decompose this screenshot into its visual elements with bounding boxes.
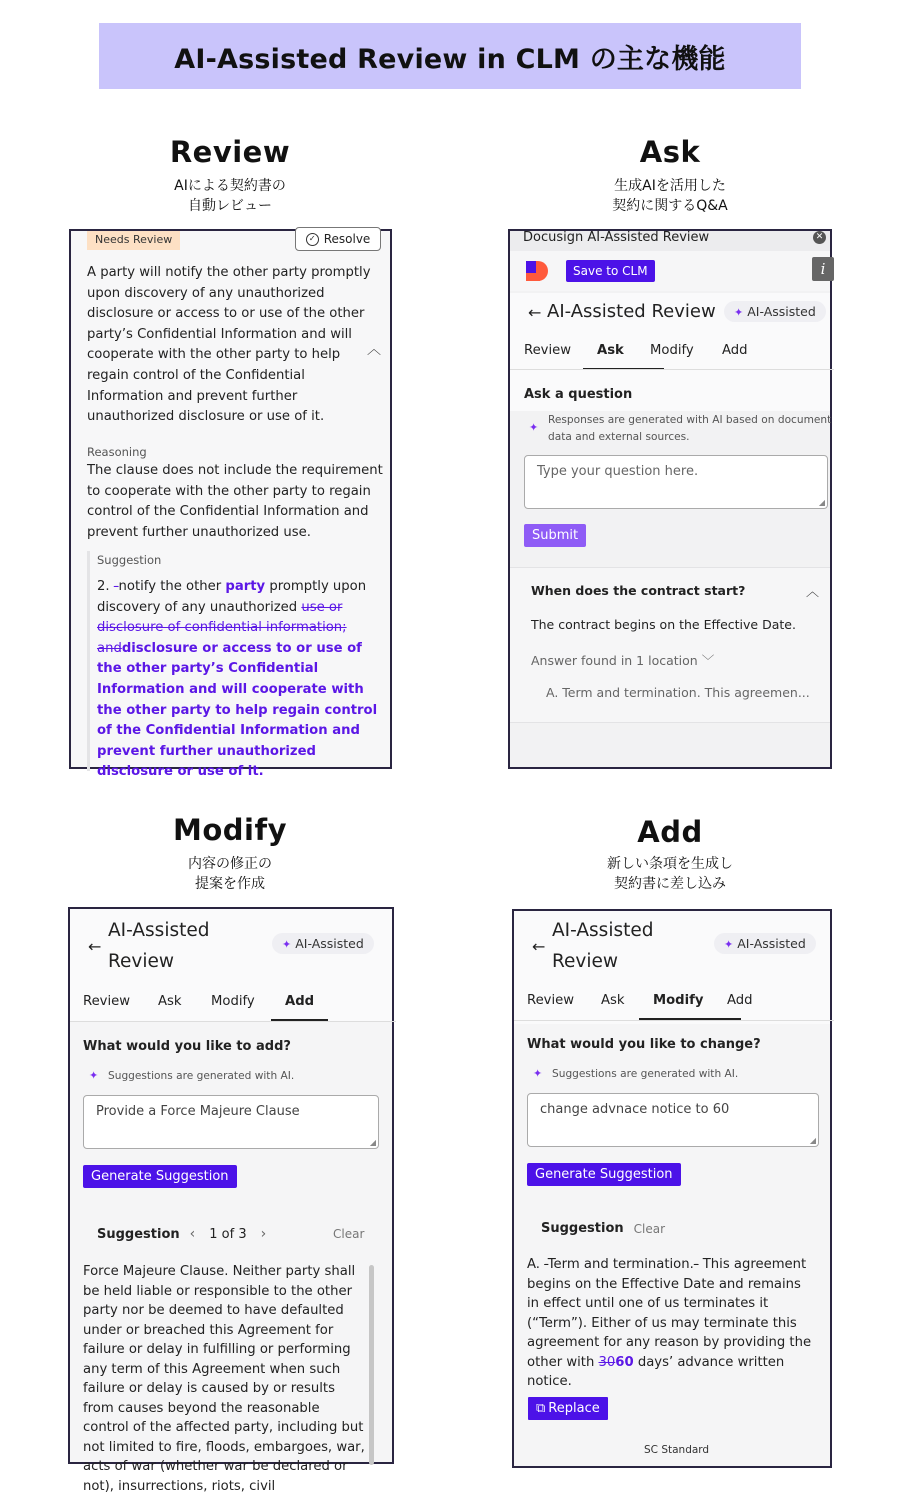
generate-suggestion-button[interactable]: Generate Suggestion [527, 1163, 681, 1186]
suggestion-pager [97, 1226, 266, 1242]
ask-question-label: Ask a question [524, 387, 633, 402]
tab-divider [70, 1021, 396, 1022]
replace-label: Replace [548, 1401, 600, 1416]
add-section-desc: 新しい条項を生成し 契約書に差し込み [607, 856, 733, 892]
save-to-clm-button[interactable]: Save to CLM [566, 260, 655, 282]
add-section-title: Add [637, 815, 703, 849]
ai-disclaimer: Suggestions are generated with AI. [108, 1070, 295, 1082]
review-section-title: Review [169, 135, 291, 169]
docusign-logo-icon [524, 259, 550, 285]
sparkle-icon: ✦ [529, 421, 539, 434]
resolve-label: Resolve [323, 232, 371, 246]
ai-disclaimer: Responses are generated with AI based on document data and external sources. [548, 414, 832, 443]
ask-section-desc: 生成AIを活用した 契約に関するQ&A [612, 178, 728, 214]
tab-ask[interactable]: Ask [158, 994, 182, 1009]
add-prompt-label: What would you like to add? [83, 1039, 291, 1054]
ai-disclaimer: Suggestions are generated with AI. [552, 1068, 739, 1080]
tab-divider [514, 1020, 834, 1021]
modify-panel [512, 909, 832, 1468]
add-panel [68, 907, 394, 1494]
answer-location-toggle[interactable]: Answer found in 1 location ﹀ [531, 653, 715, 668]
chevron-up-icon[interactable]: ︿ [367, 342, 381, 358]
ask-panel [508, 229, 832, 769]
review-section-desc: AIによる契約書の 自動レビュー [174, 178, 286, 214]
sparkle-icon: ✦ [533, 1067, 543, 1080]
submit-button[interactable]: Submit [524, 524, 586, 547]
clear-button[interactable]: Clear [633, 1221, 666, 1236]
window-title: Docusign AI-Assisted Review [523, 230, 710, 245]
modify-section-desc: 内容の修正の 提案を作成 [188, 856, 272, 892]
modify-section-title: Modify [172, 813, 287, 847]
chevron-left-icon[interactable]: ‹ [189, 1226, 196, 1242]
change-input[interactable]: change advnace notice to 60 ◢ [527, 1093, 819, 1147]
needs-review-badge: Needs Review [87, 231, 180, 250]
suggestion-label: Suggestion [97, 1226, 180, 1242]
back-arrow-icon[interactable]: ← [88, 937, 102, 956]
tab-add[interactable]: Add [285, 994, 315, 1009]
tab-review[interactable]: Review [83, 994, 131, 1009]
footer-label: SC Standard [644, 1444, 710, 1456]
info-icon[interactable]: i [812, 257, 834, 281]
chevron-down-icon: ﹀ [697, 653, 715, 668]
tab-bar [83, 994, 314, 1009]
check-circle-icon: ✓ [306, 233, 319, 246]
replace-icon: ⧉ [536, 1401, 546, 1416]
toolbar [510, 251, 830, 291]
replace-button[interactable] [528, 1397, 608, 1420]
answer-source-snippet[interactable]: A. Term and termination. This agreemen... [546, 685, 810, 700]
tab-bar [527, 993, 753, 1008]
suggestion-label: Suggestion [541, 1221, 624, 1236]
ai-assisted-pill: ✦ AI-Assisted [714, 933, 816, 954]
tab-review[interactable]: Review [524, 343, 572, 358]
chevron-up-icon[interactable]: ︿ [806, 585, 820, 600]
answer-text: The contract begins on the Effective Date. [531, 617, 796, 632]
tab-bar [524, 343, 748, 358]
reasoning-label: Reasoning [87, 445, 147, 459]
tab-add[interactable]: Add [727, 993, 753, 1008]
back-arrow-icon[interactable]: ← [528, 303, 542, 322]
suggestion-label: Suggestion [97, 553, 162, 567]
suggestion-rule [87, 551, 90, 771]
add-input[interactable]: Provide a Force Majeure Clause ◢ [83, 1095, 379, 1149]
clause-text: A party will notify the other party promptly upon discovery of any unauthorized disclosure or access to or use of the other party’s Confidential Information and will cooperate with the other party to help regain control of the Confidential Information and prevent further unauthorized disclosure or use of it. [87, 265, 371, 425]
change-prompt-label: What would you like to change? [527, 1037, 761, 1052]
tab-ask[interactable]: Ask [597, 343, 650, 358]
panel-title: AI-Assisted Review [552, 920, 654, 972]
pager-count: 1 of 3 [209, 1226, 247, 1242]
sparkle-icon: ✦ [734, 306, 744, 319]
suggestion-text: 2. -notify the other party promptly upon discovery of any unauthorized use or disclosure of confidential information; anddisclosure or access to or use of the other party’s Confidential Information and will cooperate with the other party to help regain control of the Confidential Information and prevent further unauthorized disclosure or use of it. [97, 579, 378, 780]
tab-review[interactable]: Review [527, 993, 575, 1008]
ask-section-title: Ask [639, 135, 701, 169]
resolve-button[interactable] [295, 227, 381, 251]
tab-modify[interactable]: Modify [650, 343, 694, 358]
sparkle-icon: ✦ [282, 938, 292, 951]
ai-assisted-pill: ✦ AI-Assisted [272, 933, 374, 954]
panel-title: AI-Assisted Review [547, 301, 716, 322]
tab-modify[interactable]: Modify [653, 993, 727, 1008]
close-icon[interactable]: ✕ [813, 231, 826, 244]
sparkle-icon: ✦ [89, 1069, 99, 1082]
tab-add[interactable]: Add [722, 343, 748, 358]
tab-ask[interactable]: Ask [601, 993, 625, 1008]
tab-divider [510, 369, 834, 370]
clear-button[interactable]: Clear [333, 1227, 365, 1241]
suggestion-text: A. -Term and termination.- This agreement begins on the Effective Date and remains in effect until one of us terminates it (“Term”). Either of us may terminate this agreement for any reason by providing the other with 3060 days’ advance written notice. [527, 1257, 812, 1389]
scrollbar[interactable] [369, 1265, 374, 1465]
ai-assisted-pill: ✦ AI-Assisted [724, 301, 826, 322]
banner-title: AI-Assisted Review in CLM の主な機能 [99, 23, 801, 89]
tab-modify[interactable]: Modify [211, 994, 255, 1009]
suggestion-header [541, 1221, 665, 1236]
panel-title: AI-Assisted Review [108, 920, 210, 972]
sparkle-icon: ✦ [724, 938, 734, 951]
review-panel [69, 229, 392, 780]
question-input[interactable]: Type your question here. ◢ [524, 455, 828, 509]
chevron-right-icon[interactable]: › [260, 1226, 267, 1242]
suggestion-text: Force Majeure Clause. Neither party shall be held liable or responsible to the other party nor be deemed to have defaulted under or breached this Agreement for failure or delay in fulfilling or performing any term of this Agreement when such failure or delay is caused by or results from causes beyond the reasonable control of the affected party, including but not limited to fire, floods, embargoes, war, acts of war (whether war be declared or not), insurrections, riots, civil [83, 1264, 365, 1494]
generate-suggestion-button[interactable]: Generate Suggestion [83, 1165, 237, 1188]
back-arrow-icon[interactable]: ← [532, 937, 546, 956]
reasoning-text: The clause does not include the requirement to cooperate with the other party to regain control of the Confidential Information and prevent further unauthorized use. [87, 463, 383, 540]
answered-question: When does the contract start? [531, 583, 746, 598]
